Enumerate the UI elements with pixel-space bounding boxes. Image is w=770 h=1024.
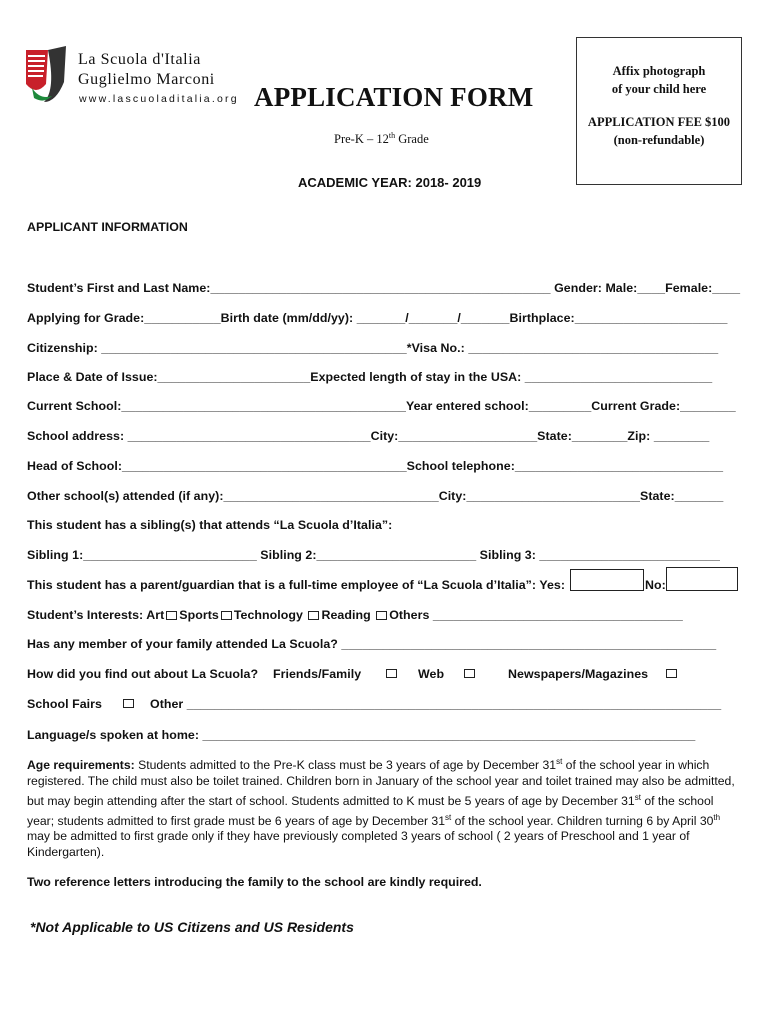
- form-title: APPLICATION FORM: [254, 82, 534, 112]
- sibling-question: This student has a sibling(s) that attends “La Scuola d’Italia”:: [27, 518, 393, 532]
- school-fairs-label: School Fairs: [27, 697, 102, 711]
- family-attended-field[interactable]: Has any member of your family attended La Scuola? ______________________________________________________: [27, 637, 717, 651]
- web-checkbox[interactable]: [464, 669, 475, 678]
- sports-label: Sports: [179, 608, 219, 622]
- sports-checkbox[interactable]: [221, 611, 232, 620]
- school-name-line1: La Scuola d'Italia: [78, 51, 201, 68]
- grade-birth-field[interactable]: Applying for Grade:___________Birth date (mm/dd/yy): _______/_______/_______Birthplace:______________________: [27, 311, 728, 325]
- school-address-field[interactable]: School address: ___________________________________City:____________________State:________Zip: ________: [27, 429, 710, 443]
- school-name-line2: Guglielmo Marconi: [78, 71, 215, 88]
- school-fairs-checkbox[interactable]: [123, 699, 134, 708]
- reading-label: Reading: [321, 608, 371, 622]
- newspapers-checkbox[interactable]: [666, 669, 677, 678]
- reference-letters-note: Two reference letters introducing the family to the school are kindly required.: [27, 875, 482, 889]
- application-fee: APPLICATION FEE $100: [587, 115, 731, 129]
- newspapers-label: Newspapers/Magazines: [508, 667, 649, 681]
- academic-year: ACADEMIC YEAR: 2018- 2019: [298, 175, 482, 190]
- find-out-question: How did you find out about La Scuola?: [27, 667, 259, 681]
- art-checkbox[interactable]: [166, 611, 177, 620]
- interests-label: Student’s Interests: Art: [27, 608, 165, 622]
- age-requirements: Age requirements: Students admitted to the Pre-K class must be 3 years of age by December 31st of the school year in which registered. The child must also be toilet trained. Children born in January of the school year and toilet trained may also be admitted, but may begin attending after the start of school. Students admitted to K must be 5 years of age by December 31st of the school year; students admitted to first grade must be 6 years of age by December 31st of the school year. Children turning 6 by April 30th may be admitted to first grade only if they have previously completed 3 years of school ( 2 years of Preschool and 1 year of Kindergarten).: [27, 757, 735, 860]
- technology-checkbox[interactable]: [308, 611, 319, 620]
- reading-checkbox[interactable]: [376, 611, 387, 620]
- photo-instruction-line2: of your child here: [611, 82, 707, 96]
- head-of-school-field[interactable]: Head of School:_________________________________________School telephone:______________________________: [27, 459, 724, 473]
- parent-employee-question: This student has a parent/guardian that is a full-time employee of “La Scuola d’Italia”: Yes:: [27, 578, 566, 592]
- web-label: Web: [418, 667, 445, 681]
- siblings-field[interactable]: Sibling 1:_________________________ Sibling 2:_______________________ Sibling 3: __________________________: [27, 548, 720, 562]
- photo-instruction-line1: Affix photograph: [612, 64, 706, 78]
- friends-family-checkbox[interactable]: [386, 669, 397, 678]
- other-schools-field[interactable]: Other school(s) attended (if any):_______________________________City:_________________________State:_______: [27, 489, 724, 503]
- section-title: APPLICANT INFORMATION: [27, 220, 188, 234]
- other-field[interactable]: Other _____________________________________________________________________________: [150, 697, 722, 711]
- friends-family-label: Friends/Family: [273, 667, 362, 681]
- technology-label: Technology: [233, 608, 303, 622]
- visa-issue-field[interactable]: Place & Date of Issue:______________________Expected length of stay in the USA: ___________________________: [27, 370, 713, 384]
- school-logo: [22, 44, 70, 106]
- citizenship-field[interactable]: Citizenship: ____________________________________________*Visa No.: ____________________________________: [27, 341, 719, 355]
- no-checkbox[interactable]: [666, 567, 738, 591]
- grade-range: Pre-K – 12th Grade: [334, 131, 429, 147]
- languages-field[interactable]: Language/s spoken at home: _______________________________________________________________________: [27, 728, 696, 742]
- school-url: www.lascuoladitalia.org: [79, 93, 239, 105]
- others-field[interactable]: Others ____________________________________: [389, 608, 683, 622]
- fee-note: (non-refundable): [613, 133, 705, 147]
- student-name-field[interactable]: Student’s First and Last Name:_________________________________________________ Gender: Male:____Female:____: [27, 281, 741, 295]
- current-school-field[interactable]: Current School:_________________________________________Year entered school:_________Current Grade:________: [27, 399, 736, 413]
- photo-box: [576, 37, 742, 185]
- footnote: *Not Applicable to US Citizens and US Residents: [30, 919, 354, 935]
- no-label: No:: [645, 578, 666, 592]
- yes-checkbox[interactable]: [570, 569, 644, 591]
- interests-row: [27, 608, 683, 622]
